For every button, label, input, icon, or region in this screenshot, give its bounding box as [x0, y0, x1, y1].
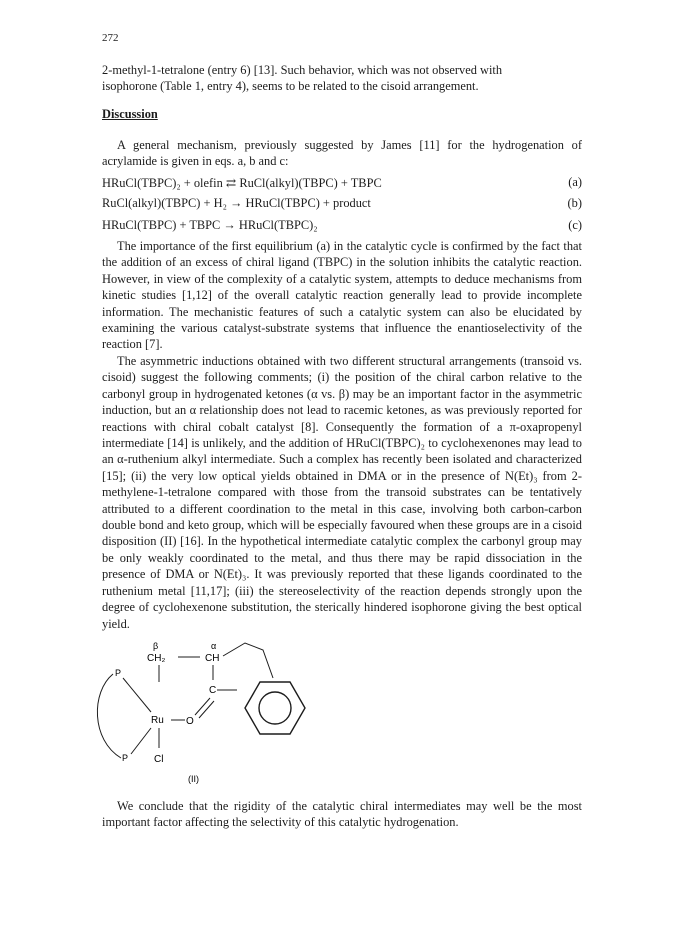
- page-number: 272: [102, 32, 119, 44]
- equation-c: [102, 218, 582, 234]
- chlorine-label: Cl: [154, 754, 164, 765]
- equation-a-label: (a): [568, 175, 582, 189]
- phosphorus-top-label: P: [115, 668, 122, 678]
- benzene-ring: [245, 682, 305, 734]
- paragraph-1-text: A general mechanism, previously suggested by James [11] for the hydrogenation of acrylamide is given in eqs. a, b and c:: [102, 138, 582, 169]
- ch2-label: CH₂: [147, 653, 166, 664]
- phosphorus-bottom-label: P: [122, 753, 129, 763]
- equation-c-text: HRuCl(TBPC) + TBPC → HRuCl(TBPC)₂: [102, 218, 318, 232]
- intro-line-1: 2-methyl-1-tetralone (entry 6) [13]. Such behavior, which was not observed with: [102, 63, 503, 77]
- equation-b: [102, 196, 582, 212]
- ruthenium-label: Ru: [151, 715, 164, 726]
- bond-p-ru-top: [123, 678, 151, 712]
- equation-a-text: HRuCl(TBPC)₂ + olefin ⇄ RuCl(alkyl)(TBPC) + TBPC: [102, 176, 382, 190]
- bond-ring-top: [223, 643, 273, 678]
- equation-b-text: RuCl(alkyl)(TBPC) + H₂ → HRuCl(TBPC) + product: [102, 196, 371, 210]
- beta-label: β: [153, 641, 159, 651]
- chelate-backbone: [97, 674, 121, 758]
- ch-label: CH: [205, 653, 220, 664]
- bond-p-ru-bottom: [131, 728, 151, 754]
- conclusion-text: We conclude that the rigidity of the catalytic chiral intermediates may well be the most important factor affecting the selectivity of this catalytic hydrogenation.: [102, 799, 582, 830]
- alpha-label: α: [211, 641, 217, 651]
- bond-c-o-2: [199, 701, 214, 718]
- equation-c-label: (c): [568, 218, 582, 232]
- conclusion-paragraph: [102, 798, 582, 831]
- paragraph-3-text: The asymmetric inductions obtained with two different structural arrangements (transoid vs. cisoid) suggest the following comments; (i) the position of the chiral carbon relative to the carbonyl group in hydrogenated ketones (α vs. β) may be an important factor in the asymmetric induction, but an α relationship does not lead to racemic ketones, as was previously reported for reactions with chiral cobalt catalyst [8]. Consequently the formation of a π-oxapropenyl intermediate [14] is unlikely, and the addition of HRuCl(TBPC)₂ to cyclohexenones may lead to an α-ruthenium alkyl intermediate. Such a complex has recently been isolated and characterized [15]; (ii) the very low optical yields obtained in DMA or in the presence of N(Et)₃ from 2-methylene-1-tetralone compared with those from the transoid substrates can be tentatively attributed to a different coordination to the metal in this case, involving both carbon-carbon double bond and keto group, which will be especially favoured when these groups are in a cisoid disposition (II) [16]. In the hypothetical intermediate catalytic complex the carbonyl group may be only weakly coordinated to the metal, and thus there may be rapid dissociation in the presence of DMA or N(Et)₃. It was previously reported that these ligands coordinated to the ruthenium metal [11,17]; (iii) the stereoselectivity of the reaction depends strongly upon the degree of cyclohexenone substitution, the sterically hindered isophorone giving the best optical yield.: [102, 354, 583, 631]
- carbonyl-c-label: C: [209, 685, 217, 696]
- paragraph-equilibrium: [102, 238, 582, 353]
- intro-line-2: isophorone (Table 1, entry 4), seems to be related to the cisoid arrangement.: [102, 79, 479, 94]
- benzene-aromatic-circle: [259, 692, 291, 724]
- paragraph-mechanism-intro: [102, 137, 582, 170]
- oxygen-label: O: [186, 716, 194, 727]
- equation-b-label: (b): [567, 196, 582, 210]
- bond-c-o-1: [195, 698, 210, 715]
- paragraph-2-text: The importance of the first equilibrium (a) in the catalytic cycle is confirmed by the fact that the addition of an excess of chiral ligand (TBPC) in the solution inhibits the catalytic reaction. However, in view of the complexity of a catalytic system, attempts to deduce mechanisms from kinetic studies [1,12] of the overall catalytic reaction generally lead to provide incomplete information. The mechanistic features of such a catalytic system can also be elucidated by examining the various catalyst-substrate systems that influence the enantioselectivity of the reaction [7].: [102, 239, 582, 352]
- structure-label: (II): [188, 774, 199, 784]
- section-heading: Discussion: [102, 107, 158, 121]
- chemical-structure-ii: [95, 640, 325, 790]
- intro-paragraph: [102, 62, 582, 95]
- paragraph-asymmetric-induction: [102, 353, 582, 632]
- equation-a: [102, 175, 582, 191]
